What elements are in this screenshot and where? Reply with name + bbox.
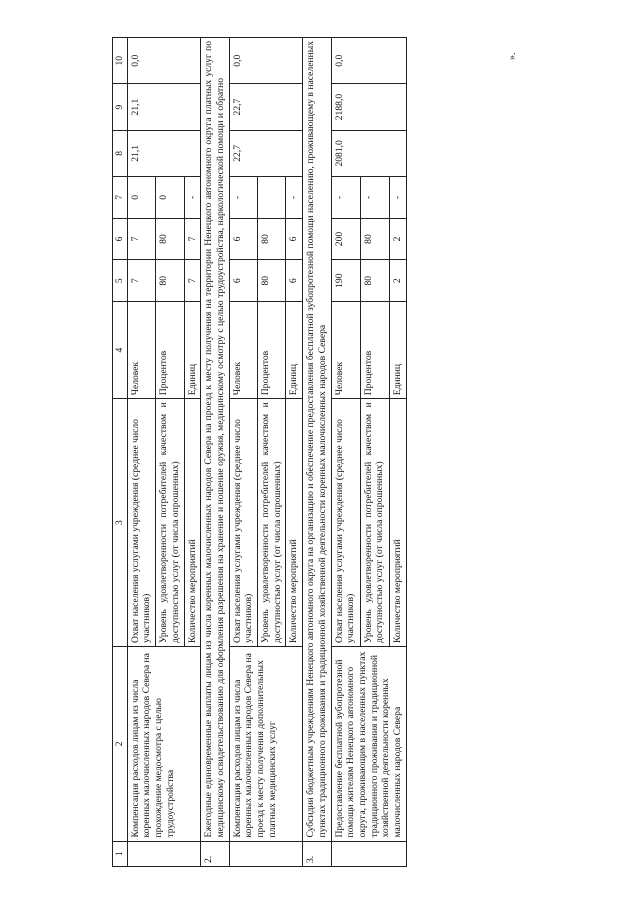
table-cell: 2 [113, 647, 128, 842]
table-cell: - [229, 177, 257, 219]
section-row [201, 38, 229, 867]
table-cell: Количество мероприятий [286, 399, 303, 647]
table-cell: 8 [113, 130, 128, 176]
table-cell: - [286, 177, 303, 219]
table-cell: 2. [201, 841, 229, 866]
table-cell [127, 841, 201, 866]
table-cell: 3 [113, 399, 128, 647]
table-cell: - [360, 177, 389, 219]
table-cell: Субсидии бюджетным учреждениям Ненецкого автономного округа на организацию и обеспечение предоставления бесплатной зубопротезной помощи населению, проживающему в населенных пунктах традиционного проживания и традиционной хозяйственной деятельности коренных малочисленных народов Севера [303, 38, 331, 842]
table-cell: 0,0 [331, 38, 406, 84]
table-cell: 2 [389, 218, 406, 260]
table-cell: Процентов [258, 302, 286, 399]
table-cell: 7 [127, 260, 155, 302]
table-cell: Охват населения услугами учреждения (среднее число участников) [127, 399, 155, 647]
table-cell: 2 [389, 260, 406, 302]
table-cell: 6 [286, 218, 303, 260]
table-cell: Уровень удовлетворенности потребителей качеством и доступностью услуг (от числа опрошенных) [258, 399, 286, 647]
table-cell: Компенсация расходов лицам из числа коренных малочисленных народов Севера на проезд к месту получения дополнительных платных медицинских услуг [229, 647, 303, 842]
table-row [127, 38, 155, 867]
table-cell: Человек [229, 302, 257, 399]
table-cell: 80 [258, 218, 286, 260]
table-cell: Человек [331, 302, 360, 399]
rotated-table-page [112, 37, 526, 867]
table-cell: 7 [127, 218, 155, 260]
table-cell: 6 [229, 260, 257, 302]
table-cell: - [389, 177, 406, 219]
table-cell: 4 [113, 302, 128, 399]
table-cell: Ежегодные единовременные выплаты лицам из числа коренных малочисленных народов Севера на проезд к месту получения на территории Ненецкого автономного округа платных услуг по медицинскому освидетельствованию для оформления разрешения на хранение и ношение оружия, медицинскому осмотру с целью трудоустройства, наркологической помощи и обратно [201, 38, 229, 842]
activity-name: Компенсация расходов лицам из числа коренных малочисленных народов Севера на прохождение медосмотра с целью трудоустройства [127, 647, 201, 842]
table-row [331, 38, 360, 867]
table-cell: 80 [360, 260, 389, 302]
table-cell: Человек [127, 302, 155, 399]
table-cell: 0,0 [229, 38, 303, 84]
table-cell: Охват населения услугами учреждения (среднее число участников) [229, 399, 257, 647]
table-cell [258, 177, 286, 219]
table-cell: 6 [113, 218, 128, 260]
table-cell [229, 841, 303, 866]
table-cell: Уровень удовлетворенности потребителей качеством и доступностью услуг (от числа опрошенных) [360, 399, 389, 647]
table-cell: 22,7 [229, 84, 303, 130]
header-row [113, 38, 128, 867]
table-cell: 7 [184, 218, 201, 260]
table-cell: 5 [113, 260, 128, 302]
table-cell: 0 [156, 177, 184, 219]
section-row [303, 38, 331, 867]
table-cell: Количество мероприятий [184, 399, 201, 647]
table-cell: 1 [113, 841, 128, 866]
table-cell: 7 [184, 260, 201, 302]
table-cell: 6 [229, 218, 257, 260]
table-cell: 7 [113, 177, 128, 219]
table-cell: 6 [286, 260, 303, 302]
table-cell: 190 [331, 260, 360, 302]
table-cell: 9 [113, 84, 128, 130]
table-cell: 2188,0 [331, 84, 406, 130]
closing-quote-mark: ». [507, 52, 518, 60]
table-cell: 21,1 [127, 84, 201, 130]
table-cell: Охват населения услугами учреждения (среднее число участников) [331, 399, 360, 647]
table-cell: 0 [127, 177, 155, 219]
table-cell: Единиц [286, 302, 303, 399]
table-cell: 10 [113, 38, 128, 84]
table-cell: 21,1 [127, 130, 201, 176]
table-cell: - [184, 177, 201, 219]
table-cell: 80 [360, 218, 389, 260]
table-cell: 22,7 [229, 130, 303, 176]
indicators-table [112, 37, 407, 867]
table-cell: Единиц [184, 302, 201, 399]
table-cell: Процентов [360, 302, 389, 399]
table-cell: 3. [303, 841, 331, 866]
table-cell: Предоставление бесплатной зубопротезной помощи жителям Ненецкого автономного округа, проживающим в населенных пунктах традиционного проживания и традиционной хозяйственной деятельности коренных малочисленных народов Севера [331, 647, 406, 842]
table-cell: 80 [156, 260, 184, 302]
table-cell [331, 841, 406, 866]
table-cell: 0,0 [127, 38, 201, 84]
table-cell: 200 [331, 218, 360, 260]
table-cell: 80 [156, 218, 184, 260]
table-cell: 80 [258, 260, 286, 302]
table-cell: 2081,0 [331, 130, 406, 176]
table-cell: Уровень удовлетворенности потребителей качеством и доступностью услуг (от числа опрошенных) [156, 399, 184, 647]
table-cell: Количество мероприятий [389, 399, 406, 647]
table-row [229, 38, 257, 867]
table-cell: Единиц [389, 302, 406, 399]
table-cell: Процентов [156, 302, 184, 399]
table-cell: - [331, 177, 360, 219]
